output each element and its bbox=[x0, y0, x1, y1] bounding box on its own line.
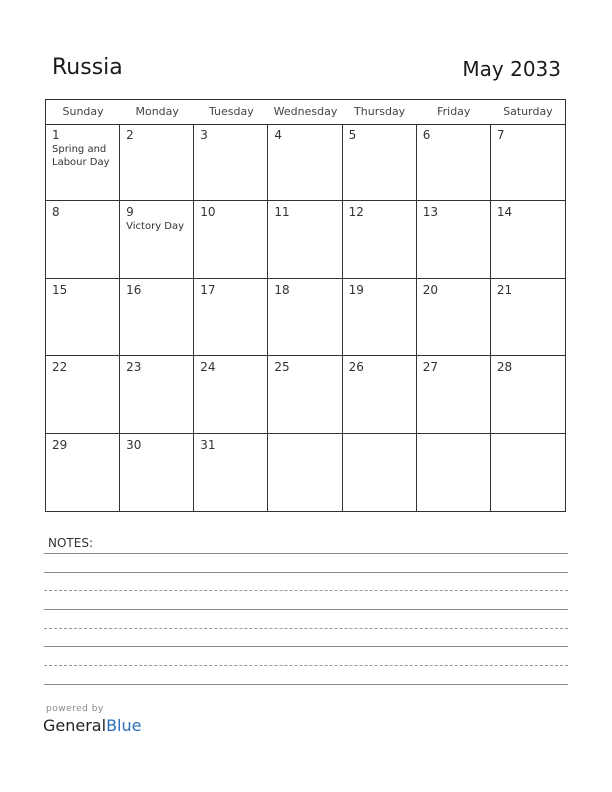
day-cell bbox=[343, 124, 417, 201]
day-number: 9 bbox=[126, 205, 134, 220]
day-cell bbox=[417, 279, 491, 356]
notes-line bbox=[44, 665, 568, 666]
day-cell bbox=[491, 279, 565, 356]
day-number: 14 bbox=[496, 205, 513, 220]
generalblue-logo[interactable] bbox=[43, 716, 141, 735]
brand-general: General bbox=[43, 716, 107, 735]
day-cell bbox=[491, 356, 565, 433]
day-cell bbox=[268, 279, 342, 356]
day-cell bbox=[46, 356, 120, 433]
notes-line bbox=[44, 572, 568, 573]
day-number: 10 bbox=[200, 205, 216, 220]
day-number: 26 bbox=[348, 360, 364, 375]
calendar-table bbox=[45, 99, 566, 512]
weekday-friday: Friday bbox=[437, 105, 471, 118]
notes-line bbox=[44, 684, 568, 685]
notes-line bbox=[44, 553, 568, 554]
notes-line bbox=[44, 646, 568, 647]
day-cell bbox=[268, 356, 342, 433]
day-number: 21 bbox=[496, 282, 513, 297]
day-cell bbox=[46, 279, 120, 356]
day-number: 3 bbox=[200, 128, 208, 142]
brand-blue: Blue bbox=[106, 716, 142, 735]
day-number: 27 bbox=[422, 360, 438, 375]
weekday-thursday: Thursday bbox=[354, 105, 406, 118]
day-number: 29 bbox=[52, 437, 68, 452]
powered-by-text: powered by bbox=[46, 704, 104, 714]
day-number: 5 bbox=[348, 128, 357, 142]
weekday-sunday: Sunday bbox=[62, 105, 104, 118]
day-number: 6 bbox=[422, 128, 431, 142]
holiday-label: Spring and Labour Day bbox=[52, 144, 110, 168]
day-number: 16 bbox=[126, 282, 142, 297]
day-number: 31 bbox=[200, 437, 216, 452]
day-number: 23 bbox=[126, 360, 142, 375]
country-title: Russia bbox=[52, 55, 123, 80]
day-number: 19 bbox=[348, 282, 364, 297]
day-number: 22 bbox=[52, 360, 68, 375]
day-cell bbox=[491, 201, 565, 278]
day-cell bbox=[46, 124, 120, 201]
holiday-label: Victory Day bbox=[126, 221, 185, 233]
day-cell bbox=[491, 124, 565, 201]
day-number: 20 bbox=[422, 282, 438, 297]
notes-line bbox=[44, 628, 568, 629]
day-cell bbox=[194, 201, 268, 278]
day-number: 2 bbox=[126, 128, 134, 142]
weekday-saturday: Saturday bbox=[503, 105, 553, 118]
day-cell bbox=[343, 434, 417, 511]
day-number: 30 bbox=[126, 437, 142, 452]
day-cell bbox=[194, 434, 268, 511]
day-cell bbox=[268, 201, 342, 278]
day-cell bbox=[194, 356, 268, 433]
day-cell bbox=[268, 124, 342, 201]
day-number: 18 bbox=[274, 282, 290, 297]
day-cell bbox=[343, 279, 417, 356]
day-cell bbox=[46, 201, 120, 278]
day-cell bbox=[120, 279, 194, 356]
notes-line bbox=[44, 590, 568, 591]
month-title: May 2033 bbox=[462, 57, 561, 81]
day-cell bbox=[268, 434, 342, 511]
day-cell bbox=[120, 201, 194, 278]
day-number: 24 bbox=[200, 360, 216, 375]
day-number: 13 bbox=[422, 205, 438, 220]
day-cell bbox=[343, 201, 417, 278]
weekday-monday: Monday bbox=[135, 105, 179, 118]
day-cell bbox=[120, 124, 194, 201]
day-number: 11 bbox=[274, 205, 290, 220]
day-number: 25 bbox=[274, 360, 290, 375]
day-cell bbox=[491, 434, 565, 511]
day-number: 7 bbox=[496, 128, 505, 142]
day-cell bbox=[417, 201, 491, 278]
day-cell bbox=[46, 434, 120, 511]
day-cell bbox=[417, 356, 491, 433]
notes-label: NOTES: bbox=[48, 536, 93, 550]
calendar-grid bbox=[46, 124, 565, 511]
day-number: 15 bbox=[52, 282, 68, 297]
day-number: 8 bbox=[52, 205, 60, 220]
day-cell bbox=[120, 434, 194, 511]
day-number: 12 bbox=[348, 205, 364, 220]
day-number: 1 bbox=[52, 128, 60, 142]
notes-line bbox=[44, 609, 568, 610]
weekday-tuesday: Tuesday bbox=[208, 105, 254, 118]
day-cell bbox=[417, 434, 491, 511]
day-cell bbox=[120, 356, 194, 433]
day-cell bbox=[417, 124, 491, 201]
day-number: 4 bbox=[274, 128, 283, 142]
weekday-wednesday: Wednesday bbox=[273, 105, 338, 118]
weekday-header bbox=[46, 100, 565, 125]
day-number: 17 bbox=[200, 282, 216, 297]
day-cell bbox=[194, 279, 268, 356]
day-cell bbox=[194, 124, 268, 201]
day-number: 28 bbox=[496, 360, 513, 375]
day-cell bbox=[343, 356, 417, 433]
